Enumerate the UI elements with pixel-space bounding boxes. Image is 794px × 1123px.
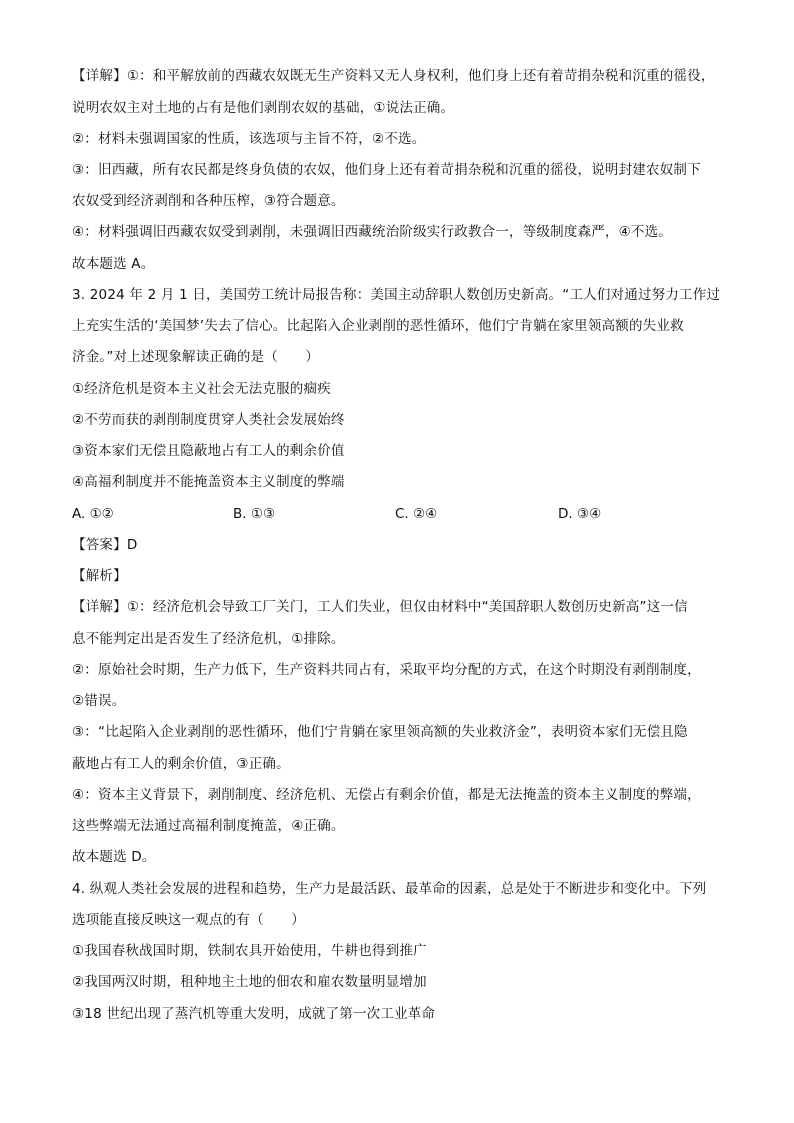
q3-conclusion: 故本题选 D。 bbox=[72, 849, 156, 865]
q4-item-2: ②我国两汉时期，租种地主土地的佃农和雇农数量明显增加 bbox=[72, 974, 427, 990]
option-c: C. ②④ bbox=[395, 506, 438, 522]
q3-item-1: ①经济危机是资本主义社会无法克服的痼疾 bbox=[72, 381, 331, 397]
q3-answer bbox=[72, 535, 137, 555]
q4-stem-line-1: 4. 纵观人类社会发展的进程和趋势，生产力是最活跃、最革命的因素，总是处于不断进步和变化中。下列 bbox=[72, 881, 707, 897]
q3-detail-line-3: ②：原始社会时期，生产力低下，生产资料共同占有，采取平均分配的方式，在这个时期没有剥削制度， bbox=[72, 662, 701, 678]
option-d: D. ③④ bbox=[558, 506, 602, 522]
q2-conclusion: 故本题选 A。 bbox=[72, 256, 155, 272]
q2-detail-line-1 bbox=[72, 66, 715, 86]
q3-detail-line-6: 蔽地占有工人的剩余价值，③正确。 bbox=[72, 756, 290, 772]
q3-analysis-tag: 【解析】 bbox=[72, 568, 127, 584]
q3-detail-line-7: ④：资本主义背景下，剥削制度、经济危机、无偿占有剩余价值，都是无法掩盖的资本主义制度的弊端， bbox=[72, 787, 701, 803]
q4-stem-line-2: 选项能直接反映这一观点的有（ ） bbox=[72, 912, 305, 928]
q3-item-3: ③资本家们无偿且隐蔽地占有工人的剩余价值 bbox=[72, 443, 345, 459]
detail-text: ①：和平解放前的西藏农奴既无生产资料又无人身权利，他们身上还有着苛捐杂税和沉重的徭役， bbox=[126, 68, 715, 84]
q2-detail-line-3: ②：材料未强调国家的性质，该选项与主旨不符，②不选。 bbox=[72, 131, 426, 147]
detail-tag: 【详解】 bbox=[72, 68, 127, 84]
q4-item-1: ①我国春秋战国时期，铁制农具开始使用，牛耕也得到推广 bbox=[72, 943, 427, 959]
answer-tag: 【答案】 bbox=[72, 537, 127, 553]
q3-stem-line-3: 济金。”对上述现象解读正确的是（ ） bbox=[72, 349, 320, 365]
q3-detail-line-5: ③：“比起陷入企业剥削的恶性循环，他们宁肯躺在家里领高额的失业救济金”，表明资本家们无偿且隐 bbox=[72, 724, 688, 740]
q3-options bbox=[72, 504, 732, 524]
q2-detail-line-6: ④：材料强调旧西藏农奴受到剥削，未强调旧西藏统治阶级实行政教合一，等级制度森严，④不选。 bbox=[72, 224, 673, 240]
q3-detail-line-8: 这些弊端无法通过高福利制度掩盖，④正确。 bbox=[72, 818, 345, 834]
option-a: A. ①② bbox=[72, 506, 114, 522]
q3-stem-line-1: 3. 2024 年 2 月 1 日，美国劳工统计局报告称：美国主动辞职人数创历史新高。“工人们对通过努力工作过 bbox=[72, 287, 721, 303]
option-b: B. ①③ bbox=[233, 506, 276, 522]
answer-value: D bbox=[126, 537, 138, 553]
q3-stem-line-2: 上充实生活的‘美国梦’失去了信心。比起陷入企业剥削的恶性循环，他们宁肯躺在家里领高额的失业救 bbox=[72, 318, 684, 334]
q4-item-3: ③18 世纪出现了蒸汽机等重大发明，成就了第一次工业革命 bbox=[72, 1006, 436, 1022]
q3-detail-line-4: ②错误。 bbox=[72, 693, 126, 709]
detail-tag: 【详解】 bbox=[72, 599, 127, 615]
q2-detail-line-4: ③：旧西藏，所有农民都是终身负债的农奴，他们身上还有着苛捐杂税和沉重的徭役，说明封建农奴制下 bbox=[72, 162, 701, 178]
q2-detail-line-5: 农奴受到经济剥削和各种压榨，③符合题意。 bbox=[72, 193, 345, 209]
q3-item-4: ④高福利制度并不能掩盖资本主义制度的弊端 bbox=[72, 474, 345, 490]
detail-text: ①：经济危机会导致工厂关门，工人们失业，但仅由材料中“美国辞职人数创历史新高”这一信 bbox=[126, 599, 688, 615]
q3-detail-line-2: 息不能判定出是否发生了经济危机，①排除。 bbox=[72, 631, 345, 647]
q3-detail-line-1 bbox=[72, 597, 688, 617]
q3-item-2: ②不劳而获的剥削制度贯穿人类社会发展始终 bbox=[72, 412, 345, 428]
q2-detail-line-2: 说明农奴主对土地的占有是他们剥削农奴的基础，①说法正确。 bbox=[72, 100, 455, 116]
